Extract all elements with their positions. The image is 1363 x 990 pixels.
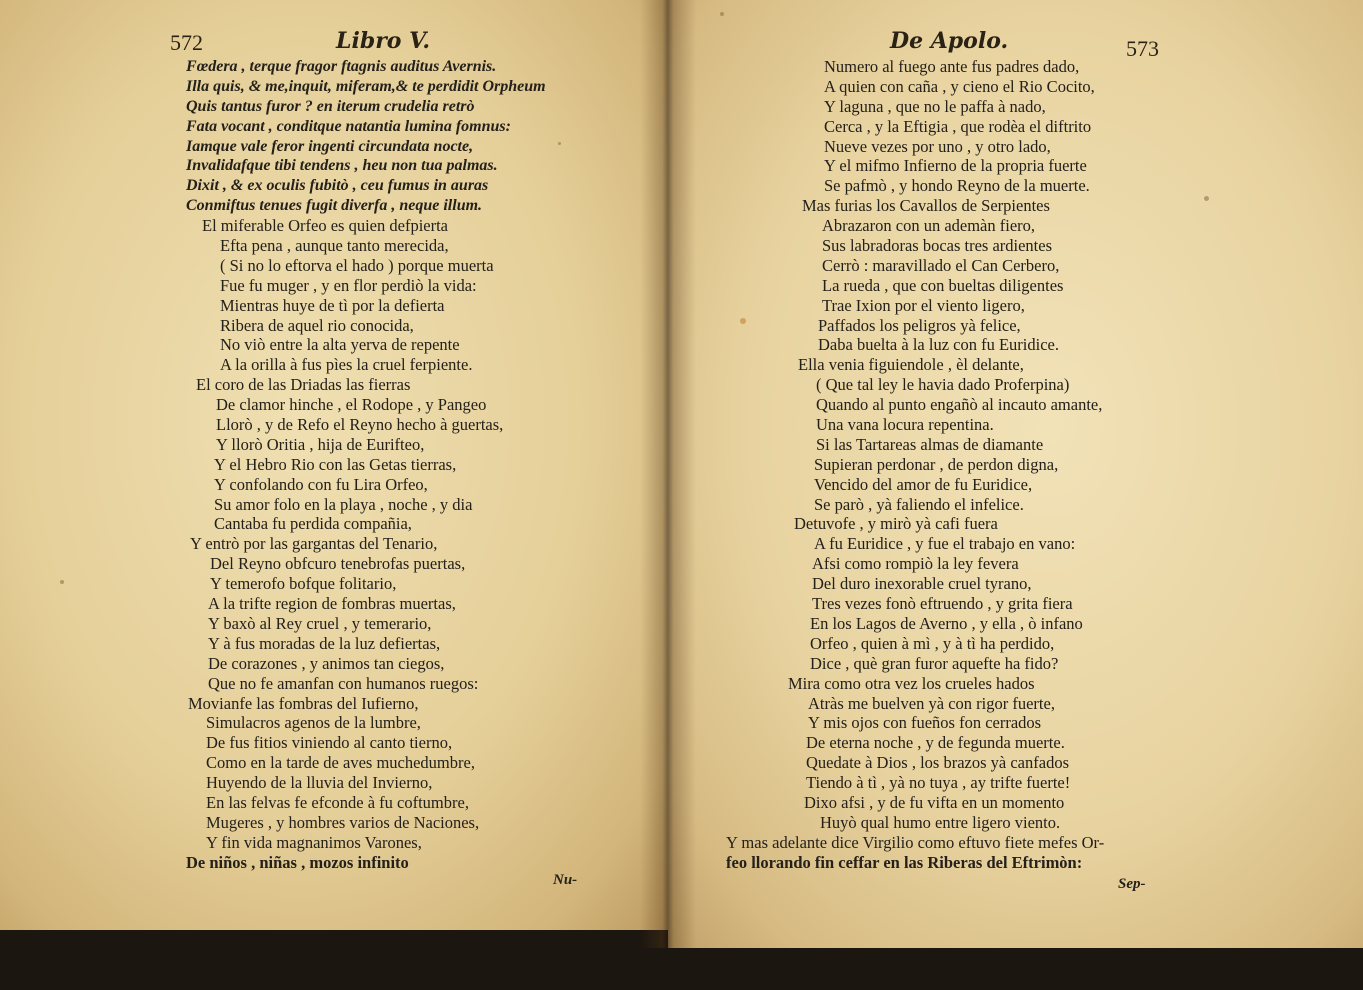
verse-line: A la orilla à fus pìes la cruel ferpiente. — [220, 355, 473, 375]
verse-line: Mugeres , y hombres varios de Naciones, — [206, 812, 480, 832]
verse-line: Invalidafque tibi tendens , heu non tua palmas. — [186, 157, 498, 175]
foxing-spot — [740, 318, 746, 324]
verse-line: Trae Ixion por el viento ligero, — [822, 295, 1025, 315]
verse-line: Dixo afsi , y de fu vifta en un momento — [804, 792, 1065, 812]
verse-line: Tiendo à tì , yà no tuya , ay trifte fuerte! — [806, 773, 1071, 793]
verse-line: Dixit , & ex oculis fubitò , ceu fumus in auras — [186, 177, 489, 195]
catchword: Nu- — [553, 872, 578, 888]
right-page — [668, 0, 1363, 948]
verse-line: Quando al punto engañò al incauto amante, — [816, 395, 1103, 415]
verse-line: Dice , què gran furor aquefte ha fido? — [810, 653, 1059, 673]
verse-line: En los Lagos de Averno , y ella , ò infano — [810, 613, 1083, 633]
verse-line: Orfeo , quien à mì , y à tì ha perdido, — [810, 633, 1055, 653]
verse-line: Y confolando con fu Lira Orfeo, — [214, 474, 428, 494]
running-head: Libro V. — [336, 28, 431, 54]
verse-line: Paffados los peligros yà felice, — [818, 315, 1021, 335]
running-head: De Apolo. — [890, 28, 1009, 54]
verse-line: Fœdera , terque fragor ftagnis auditus Avernis. — [186, 58, 497, 75]
verse-line: Y llorò Oritia , hija de Eurifteo, — [216, 434, 425, 454]
verse-line: Ribera de aquel rio conocida, — [220, 315, 414, 335]
verse-line: Supieran perdonar , de perdon digna, — [814, 454, 1059, 474]
verse-line: De fus fitios viniendo al canto tierno, — [206, 733, 453, 753]
page-number: 572 — [170, 30, 203, 55]
foxing-spot — [1204, 196, 1209, 201]
verse-line: Conmiftus tenues fugit diverfa , neque illum. — [186, 197, 483, 215]
verse-line: Cerca , y la Eftigia , que rodèa el diftrito — [824, 116, 1092, 136]
verse-line: A fu Euridice , y fue el trabajo en vano: — [814, 534, 1076, 554]
verse-line: Fata vocant , conditque natantia lumina fomnus: — [186, 117, 511, 135]
catchword: Sep- — [1118, 876, 1146, 892]
verse-line: Efta pena , aunque tanto merecida, — [220, 236, 449, 256]
verse-line: Si las Tartareas almas de diamante — [816, 434, 1044, 454]
verse-line: ( Si no lo eftorva el hado ) porque muerta — [220, 255, 494, 275]
verse-line: Del duro inexorable cruel tyrano, — [812, 574, 1032, 594]
verse-line: Simulacros agenos de la lumbre, — [206, 713, 421, 733]
verse-line: A quien con caña , y cieno el Rio Cocito, — [824, 76, 1095, 96]
verse-line: Afsi como rompiò la ley fevera — [812, 554, 1019, 574]
verse-line: Huyò qual humo entre ligero viento. — [820, 812, 1061, 832]
verse-line: El coro de las Driadas las fierras — [196, 375, 411, 395]
verse-line: De eterna noche , y de fegunda muerte. — [806, 733, 1065, 753]
verse-line: Numero al fuego ante fus padres dado, — [824, 57, 1080, 76]
verse-line: De niños , niñas , mozos infinito — [186, 852, 409, 872]
verse-line: Y temerofo bofque folitario, — [210, 574, 397, 594]
verse-line: Cantaba fu perdida compañia, — [214, 514, 412, 534]
verse-line: Su amor folo en la playa , noche , y dia — [214, 494, 473, 514]
verse-line: Y el Hebro Rio con las Getas tierras, — [214, 454, 457, 474]
verse-line: El miferable Orfeo es quien defpierta — [202, 216, 449, 236]
verse-line: Huyendo de la lluvia del Invierno, — [206, 773, 433, 793]
verse-text — [186, 57, 546, 873]
verse-line: Del Reyno obfcuro tenebrofas puertas, — [210, 554, 466, 574]
verse-line: No viò entre la alta yerva de repente — [220, 335, 460, 355]
verse-line: Illa quis, & me,inquit, miferam,& te perdidit Orpheum — [186, 77, 546, 95]
verse-line: Que no fe amanfan con humanos ruegos: — [208, 673, 479, 693]
verse-line: Tres vezes fonò eftruendo , y grita fiera — [812, 594, 1073, 614]
verse-line: Se pafmò , y hondo Reyno de la muerte. — [824, 176, 1090, 196]
verse-line: ( Que tal ley le havia dado Proferpina) — [816, 375, 1070, 395]
verse-line: Y laguna , que no le paffa à nado, — [824, 96, 1046, 116]
verse-line: A la trifte region de fombras muertas, — [208, 594, 456, 614]
verse-line: Abrazaron con un ademàn fiero, — [822, 216, 1036, 236]
verse-line: Mientras huye de tì por la defierta — [220, 295, 445, 315]
verse-line: Y fin vida magnanimos Varones, — [206, 832, 422, 852]
verse-line: En las felvas fe efconde à fu coftumbre, — [206, 792, 469, 812]
verse-line: De clamor hinche , el Rodope , y Pangeo — [216, 395, 487, 415]
verse-line: Y mas adelante dice Virgilio como eftuvo fiete mefes Or- — [726, 832, 1105, 852]
verse-line: Daba buelta à la luz con fu Euridice. — [818, 335, 1059, 355]
verse-line: Y entrò por las gargantas del Tenario, — [190, 534, 438, 554]
verse-line: Mas furias los Cavallos de Serpientes — [802, 196, 1050, 216]
foxing-spot — [60, 580, 64, 584]
verse-line: Y mis ojos con fueños fon cerrados — [808, 713, 1042, 733]
verse-line: Ella venia figuiendole , èl delante, — [798, 355, 1024, 375]
verse-line: Una vana locura repentina. — [816, 415, 994, 435]
verse-line: Llorò , y de Refo el Reyno hecho à guertas, — [216, 415, 504, 435]
verse-line: Atràs me buelven yà con rigor fuerte, — [808, 693, 1055, 713]
foxing-spot — [558, 142, 561, 145]
verse-line: Quedate à Dios , los brazos yà canfados — [806, 753, 1069, 773]
verse-line: Sus labradoras bocas tres ardientes — [822, 236, 1053, 256]
verse-line: Y el mifmo Infierno de la propria fuerte — [824, 156, 1087, 176]
verse-line: Cerrò : maravillado el Can Cerbero, — [822, 255, 1060, 275]
verse-line: Movianfe las fombras del Iufierno, — [188, 693, 419, 713]
verse-line: Y à fus moradas de la luz defiertas, — [208, 633, 441, 653]
verse-line: La rueda , que con bueltas diligentes — [822, 275, 1064, 295]
page-number: 573 — [1126, 36, 1159, 61]
verse-line: Se parò , yà faliendo el infelice. — [814, 494, 1024, 514]
verse-line: feo llorando fin ceffar en las Riberas del Eftrimòn: — [726, 852, 1083, 872]
foxing-spot — [720, 12, 724, 16]
verse-text — [726, 57, 1105, 873]
verse-line: Fue fu muger , y en flor perdiò la vida: — [220, 275, 477, 295]
left-page — [0, 0, 668, 930]
verse-line: Detuvofe , y mirò yà cafi fuera — [794, 514, 998, 534]
verse-line: Iamque vale feror ingenti circundata nocte, — [186, 137, 474, 155]
verse-line: Nueve vezes por uno , y otro lado, — [824, 136, 1051, 156]
verse-line: Quis tantus furor ? en iterum crudelia retrò — [186, 97, 475, 115]
verse-line: Vencido del amor de fu Euridice, — [814, 474, 1033, 494]
verse-line: Como en la tarde de aves muchedumbre, — [206, 753, 475, 773]
verse-line: Mira como otra vez los crueles hados — [788, 673, 1035, 693]
verse-line: Y baxò al Rey cruel , y temerario, — [208, 613, 432, 633]
verse-line: De corazones , y animos tan ciegos, — [208, 653, 445, 673]
